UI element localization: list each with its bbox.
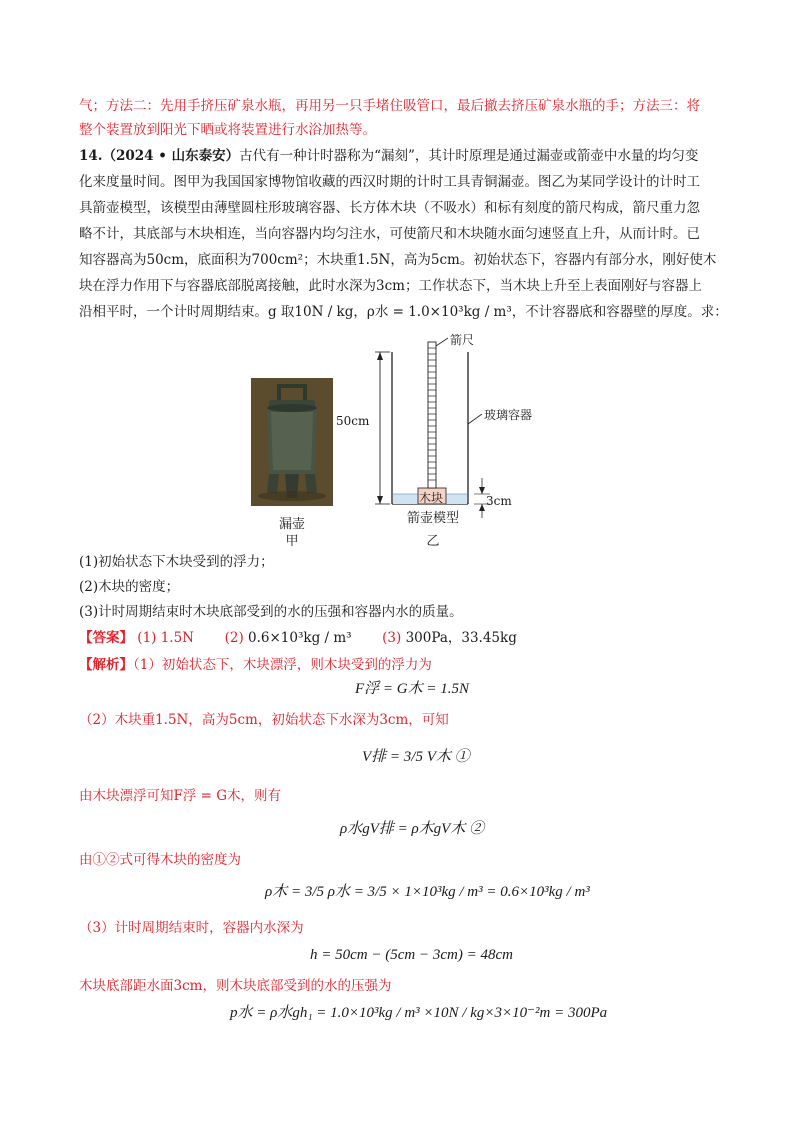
answer-2: 0.6×10³kg / m³ <box>248 630 352 646</box>
height-label: 50cm <box>336 414 370 428</box>
answer-3: 300Pa，33.45kg <box>405 630 517 646</box>
equation-5: h = 50cm − (5cm − 3cm) = 48cm <box>310 947 513 963</box>
analysis-p2: （2）木块重1.5N，高为5cm，初始状态下水深为3cm，可知 <box>79 712 449 728</box>
arrow-scale-label: 箭尺 <box>450 333 475 347</box>
photo-caption: 漏壶 <box>278 517 305 532</box>
depth-label: 3cm <box>486 494 512 508</box>
question-line: 化来度量时间。图甲为我国国家博物馆收藏的西汉时期的计时工具青铜漏壶。图乙为某同学设计的计时工 <box>79 174 700 190</box>
answer-1: (1) 1.5N <box>137 630 194 646</box>
answer-3-prefix: (3) <box>382 630 406 646</box>
analysis-p4: 由①②式可得木块的密度为 <box>79 852 241 868</box>
question-first-line <box>79 146 698 166</box>
analysis-p5: （3）计时周期结束时，容器内水深为 <box>79 920 304 936</box>
intro-line-2: 整个装置放到阳光下晒或将装置进行水浴加热等。 <box>79 122 376 138</box>
question-line-0: 古代有一种计时器称为“漏刻”，其计时原理是通过漏壶或箭壶中水量的均匀变 <box>239 148 699 164</box>
equation-4: ρ木 = 3/5 ρ水 = 3/5 × 1×10³kg / m³ = 0.6×10³kg / m³ <box>265 884 590 900</box>
bronze-vessel-photo <box>251 378 333 506</box>
analysis-p6: 木块底部距水面3cm，则木块底部受到的水的压强为 <box>79 978 392 994</box>
analysis-line-1 <box>79 655 432 675</box>
equation-3: ρ水gV排 = ρ木gV木 ② <box>340 821 485 837</box>
question-line: 具箭壶模型，该模型由薄壁圆柱形玻璃容器、长方体木块（不吸水）和标有刻度的箭尺构成，箭尺重力忽 <box>79 200 700 216</box>
answer-line <box>79 628 517 648</box>
subquestion-3: (3)计时周期结束时木块底部受到的水的压强和容器内水的质量。 <box>79 604 463 620</box>
container-label: 玻璃容器 <box>484 408 533 422</box>
question-number: 14. <box>79 148 103 164</box>
question-line: 略不计，其底部与木块相连，当向容器内均匀注水，可使箭尺和木块随水面匀速竖直上升，从而计时。已 <box>79 226 700 242</box>
model-caption: 箭壶模型 <box>406 511 459 526</box>
equation-2: V排 = 3/5 V木 ① <box>362 749 470 765</box>
question-line: 沿相平时，一个计时周期结束。g 取10N / kg，ρ水 = 1.0×10³kg / m³，不计容器底和容器壁的厚度。求： <box>79 304 728 320</box>
intro-line-1: 气；方法二：先用手挤压矿泉水瓶，再用另一只手堵住吸管口，最后撤去挤压矿泉水瓶的手；方法三：将 <box>79 98 700 114</box>
equation-1: F浮 = G木 = 1.5N <box>355 681 469 697</box>
question-line: 块在浮力作用下与容器底部脱离接触，此时水深为3cm；工作状态下，当木块上升至上表面刚好与容器上 <box>79 278 702 294</box>
photo-label: 甲 <box>285 534 299 549</box>
question-line: 知容器高为50cm，底面积为700cm²；木块重1.5N，高为5cm。初始状态下，容器内有部分水，刚好使木 <box>79 252 717 268</box>
question-source: （2024 • 山东泰安） <box>102 148 240 164</box>
analysis-tag: 【解析】 <box>79 657 133 673</box>
subquestion-2: (2)木块的密度； <box>79 579 180 595</box>
block-label: 木块 <box>419 491 444 505</box>
answer-2-prefix: (2) <box>224 630 249 646</box>
analysis-p1: （1）初始状态下，木块漂浮，则木块受到的浮力为 <box>133 657 432 673</box>
analysis-p3: 由木块漂浮可知F浮 = G木，则有 <box>79 788 282 804</box>
subquestion-1: (1)初始状态下木块受到的浮力； <box>79 554 274 570</box>
answer-tag: 【答案】 <box>79 630 133 646</box>
equation-6: p水 = ρ水gh₁ = 1.0×10³kg / m³ ×10N / kg×3×10⁻²m = 300Pa <box>230 1005 608 1021</box>
model-label: 乙 <box>426 534 440 549</box>
water-clock-model-diagram <box>370 328 560 520</box>
